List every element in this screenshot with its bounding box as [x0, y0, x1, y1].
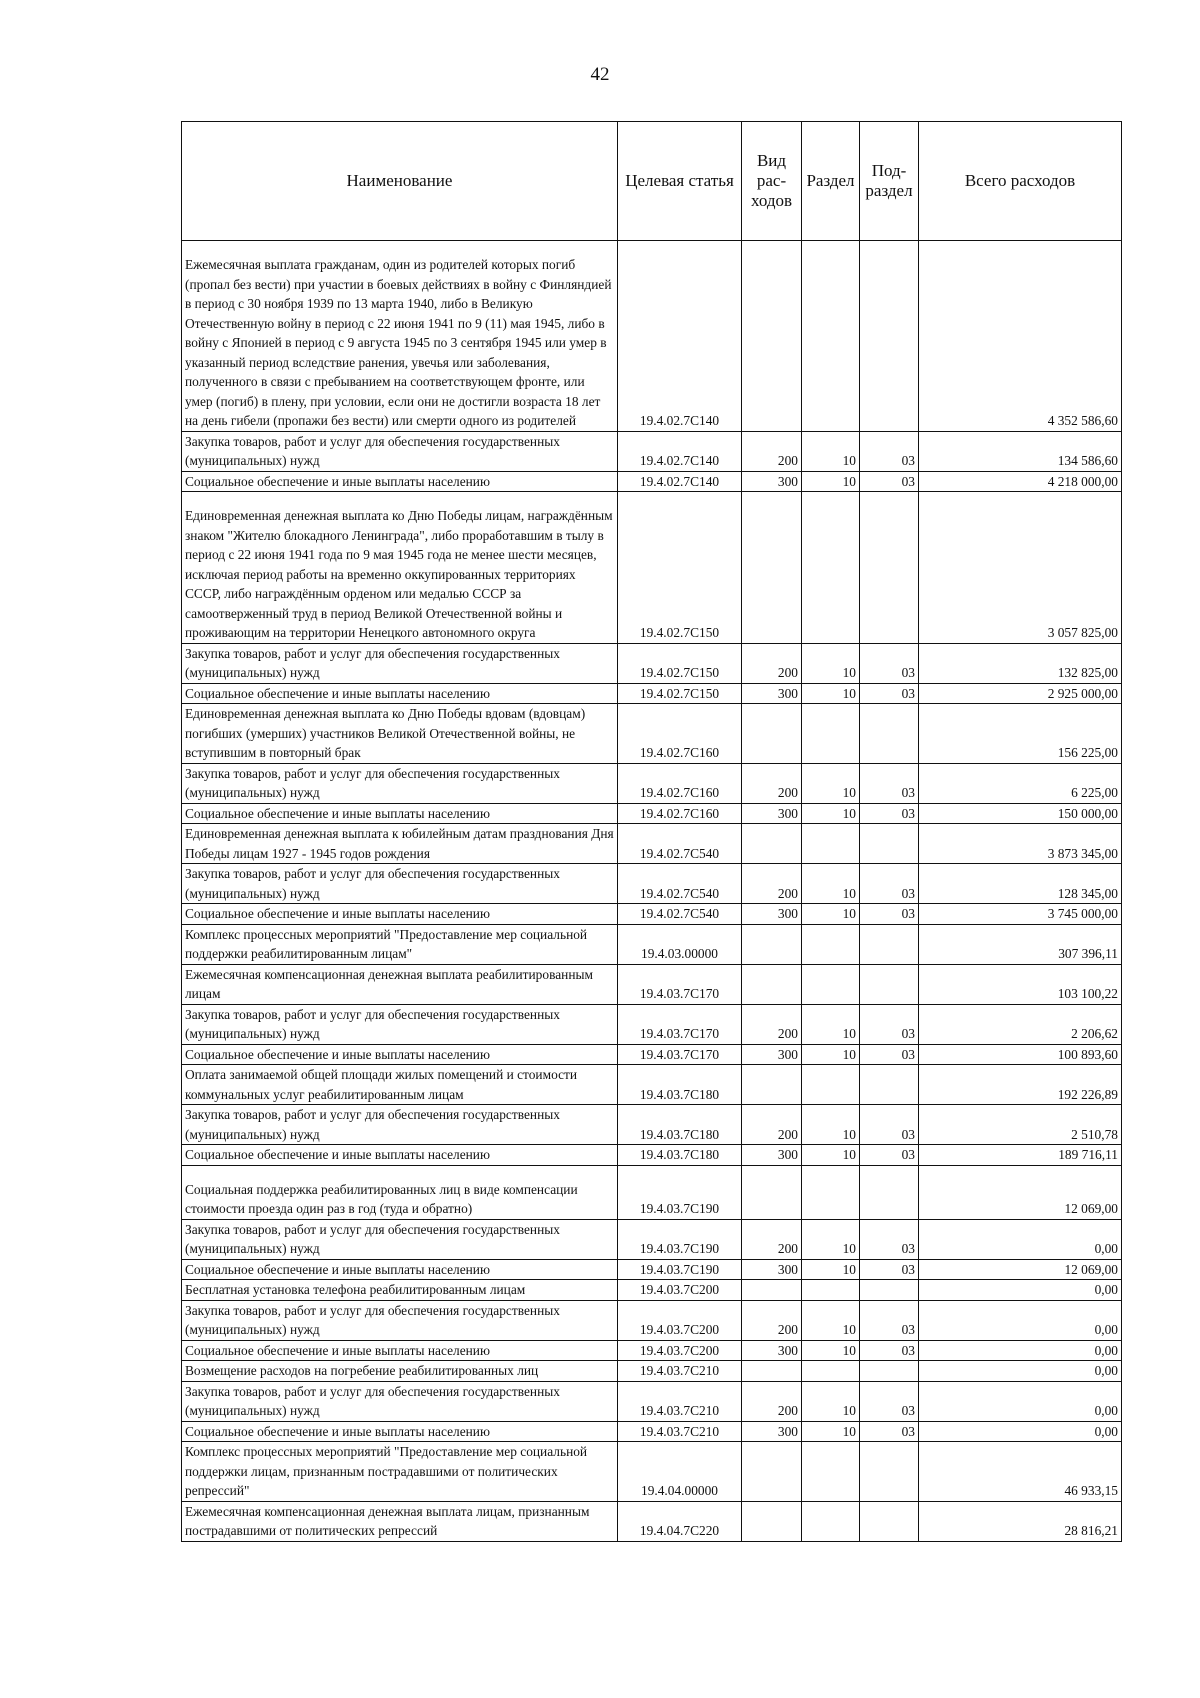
cell-name: Комплекс процессных мероприятий "Предоставление мер социальной поддержки лицам, признанным пострадавшими от политических репрессий" — [182, 1442, 618, 1502]
header-section: Раздел — [802, 122, 860, 241]
cell-kind — [742, 704, 802, 764]
cell-subsection: 03 — [860, 803, 919, 824]
table-row — [182, 1219, 1122, 1259]
cell-subsection — [860, 1065, 919, 1105]
cell-subsection: 03 — [860, 1145, 919, 1166]
cell-kind: 200 — [742, 643, 802, 683]
table-row — [182, 1501, 1122, 1541]
table-row — [182, 1259, 1122, 1280]
cell-target: 19.4.02.7С140 — [618, 431, 742, 471]
cell-target: 19.4.02.7С140 — [618, 241, 742, 432]
table-row — [182, 1105, 1122, 1145]
cell-kind — [742, 1501, 802, 1541]
cell-section: 10 — [802, 763, 860, 803]
table-row — [182, 1361, 1122, 1382]
table-row — [182, 803, 1122, 824]
table-row — [182, 864, 1122, 904]
cell-total: 128 345,00 — [919, 864, 1122, 904]
cell-target: 19.4.03.7С190 — [618, 1219, 742, 1259]
cell-kind: 300 — [742, 904, 802, 925]
header-kind: Вид рас-ходов — [742, 122, 802, 241]
cell-total: 100 893,60 — [919, 1044, 1122, 1065]
table-row — [182, 1280, 1122, 1301]
cell-name: Единовременная денежная выплата ко Дню Победы вдовам (вдовцам) погибших (умерших) участников Великой Отечественной войны, не вступившим в повторный брак — [182, 704, 618, 764]
cell-target: 19.4.02.7С540 — [618, 824, 742, 864]
cell-section — [802, 241, 860, 432]
cell-target: 19.4.03.7С210 — [618, 1361, 742, 1382]
cell-subsection — [860, 1442, 919, 1502]
cell-kind — [742, 1065, 802, 1105]
cell-name: Бесплатная установка телефона реабилитированным лицам — [182, 1280, 618, 1301]
cell-kind — [742, 924, 802, 964]
cell-subsection: 03 — [860, 1421, 919, 1442]
cell-section — [802, 492, 860, 644]
cell-target: 19.4.02.7С160 — [618, 704, 742, 764]
cell-subsection — [860, 1165, 919, 1219]
cell-target: 19.4.02.7С540 — [618, 904, 742, 925]
cell-kind — [742, 492, 802, 644]
cell-name: Социальное обеспечение и иные выплаты населению — [182, 1421, 618, 1442]
cell-name: Социальное обеспечение и иные выплаты населению — [182, 1145, 618, 1166]
cell-subsection: 03 — [860, 1219, 919, 1259]
cell-total: 4 218 000,00 — [919, 471, 1122, 492]
cell-section: 10 — [802, 1004, 860, 1044]
cell-name: Комплекс процессных мероприятий "Предоставление мер социальной поддержки реабилитированным лицам" — [182, 924, 618, 964]
cell-name: Социальное обеспечение и иные выплаты населению — [182, 803, 618, 824]
cell-section: 10 — [802, 1381, 860, 1421]
cell-target: 19.4.03.7С180 — [618, 1105, 742, 1145]
cell-subsection: 03 — [860, 1340, 919, 1361]
cell-name: Закупка товаров, работ и услуг для обеспечения государственных (муниципальных) нужд — [182, 431, 618, 471]
cell-total: 0,00 — [919, 1300, 1122, 1340]
cell-name: Закупка товаров, работ и услуг для обеспечения государственных (муниципальных) нужд — [182, 643, 618, 683]
cell-section: 10 — [802, 1340, 860, 1361]
header-target: Целевая статья — [618, 122, 742, 241]
cell-kind: 300 — [742, 1421, 802, 1442]
cell-target: 19.4.03.7С210 — [618, 1381, 742, 1421]
cell-kind: 200 — [742, 1004, 802, 1044]
table-row — [182, 824, 1122, 864]
cell-name: Социальное обеспечение и иные выплаты населению — [182, 471, 618, 492]
cell-subsection: 03 — [860, 864, 919, 904]
cell-name: Социальное обеспечение и иные выплаты населению — [182, 683, 618, 704]
table-row — [182, 1004, 1122, 1044]
table-row — [182, 683, 1122, 704]
header-name: Наименование — [182, 122, 618, 241]
cell-section — [802, 924, 860, 964]
cell-total: 3 745 000,00 — [919, 904, 1122, 925]
cell-name: Социальное обеспечение и иные выплаты населению — [182, 1259, 618, 1280]
cell-section — [802, 1165, 860, 1219]
cell-section — [802, 1361, 860, 1382]
cell-name: Социальная поддержка реабилитированных лиц в виде компенсации стоимости проезда один раз в год (туда и обратно) — [182, 1165, 618, 1219]
table-row — [182, 924, 1122, 964]
cell-name: Закупка товаров, работ и услуг для обеспечения государственных (муниципальных) нужд — [182, 864, 618, 904]
cell-kind: 200 — [742, 1105, 802, 1145]
cell-target: 19.4.03.7С190 — [618, 1259, 742, 1280]
cell-target: 19.4.02.7С140 — [618, 471, 742, 492]
cell-target: 19.4.03.7С180 — [618, 1145, 742, 1166]
cell-total: 192 226,89 — [919, 1065, 1122, 1105]
cell-target: 19.4.02.7С160 — [618, 803, 742, 824]
cell-section: 10 — [802, 1145, 860, 1166]
cell-target: 19.4.02.7С150 — [618, 492, 742, 644]
cell-total: 150 000,00 — [919, 803, 1122, 824]
cell-total: 132 825,00 — [919, 643, 1122, 683]
table-row — [182, 1165, 1122, 1219]
cell-subsection — [860, 704, 919, 764]
table-row — [182, 643, 1122, 683]
cell-subsection — [860, 241, 919, 432]
cell-total: 0,00 — [919, 1280, 1122, 1301]
cell-subsection: 03 — [860, 1259, 919, 1280]
cell-section: 10 — [802, 1259, 860, 1280]
cell-target: 19.4.04.7С220 — [618, 1501, 742, 1541]
cell-kind: 300 — [742, 683, 802, 704]
cell-section — [802, 1442, 860, 1502]
cell-target: 19.4.03.7С190 — [618, 1165, 742, 1219]
table-row — [182, 1442, 1122, 1502]
cell-kind — [742, 824, 802, 864]
table-row — [182, 1044, 1122, 1065]
cell-subsection: 03 — [860, 1004, 919, 1044]
cell-subsection: 03 — [860, 1105, 919, 1145]
cell-kind — [742, 1361, 802, 1382]
cell-total: 28 816,21 — [919, 1501, 1122, 1541]
cell-kind: 300 — [742, 471, 802, 492]
cell-name: Социальное обеспечение и иные выплаты населению — [182, 1044, 618, 1065]
cell-target: 19.4.02.7С150 — [618, 683, 742, 704]
cell-name: Ежемесячная компенсационная денежная выплата лицам, признанным пострадавшими от политических репрессий — [182, 1501, 618, 1541]
cell-section: 10 — [802, 683, 860, 704]
cell-kind: 300 — [742, 1145, 802, 1166]
cell-name: Единовременная денежная выплата ко Дню Победы лицам, награждённым знаком "Жителю блокадного Ленинграда", либо проработавшим в тылу в период с 22 июня 1941 года по 9 мая 1945 года не менее шести месяцев, исключая период работы на временно оккупированных территориях СССР, либо награждённым орденом или медалью СССР за самоотверженный труд в период Великой Отечественной войны и проживающим на территории Ненецкого автономного округа — [182, 492, 618, 644]
cell-name: Закупка товаров, работ и услуг для обеспечения государственных (муниципальных) нужд — [182, 1004, 618, 1044]
cell-name: Закупка товаров, работ и услуг для обеспечения государственных (муниципальных) нужд — [182, 1219, 618, 1259]
cell-name: Оплата занимаемой общей площади жилых помещений и стоимости коммунальных услуг реабилитированным лицам — [182, 1065, 618, 1105]
header-total: Всего расходов — [919, 122, 1122, 241]
cell-subsection: 03 — [860, 683, 919, 704]
budget-table — [181, 121, 1122, 1542]
cell-total: 46 933,15 — [919, 1442, 1122, 1502]
cell-total: 4 352 586,60 — [919, 241, 1122, 432]
cell-target: 19.4.02.7С540 — [618, 864, 742, 904]
cell-subsection — [860, 824, 919, 864]
cell-kind: 200 — [742, 1381, 802, 1421]
cell-target: 19.4.03.7С180 — [618, 1065, 742, 1105]
cell-name: Возмещение расходов на погребение реабилитированных лиц — [182, 1361, 618, 1382]
cell-section: 10 — [802, 1300, 860, 1340]
cell-name: Закупка товаров, работ и услуг для обеспечения государственных (муниципальных) нужд — [182, 1381, 618, 1421]
cell-kind: 300 — [742, 1259, 802, 1280]
cell-kind — [742, 1442, 802, 1502]
table-row — [182, 1300, 1122, 1340]
cell-section: 10 — [802, 864, 860, 904]
cell-target: 19.4.03.7С210 — [618, 1421, 742, 1442]
cell-subsection: 03 — [860, 904, 919, 925]
cell-total: 3 057 825,00 — [919, 492, 1122, 644]
cell-total: 0,00 — [919, 1219, 1122, 1259]
cell-name: Закупка товаров, работ и услуг для обеспечения государственных (муниципальных) нужд — [182, 1105, 618, 1145]
cell-total: 3 873 345,00 — [919, 824, 1122, 864]
table-row — [182, 763, 1122, 803]
cell-section — [802, 1280, 860, 1301]
table-row — [182, 1421, 1122, 1442]
cell-target: 19.4.03.7С170 — [618, 964, 742, 1004]
page-number: 42 — [590, 64, 610, 85]
cell-name: Ежемесячная компенсационная денежная выплата реабилитированным лицам — [182, 964, 618, 1004]
cell-section: 10 — [802, 431, 860, 471]
cell-total: 307 396,11 — [919, 924, 1122, 964]
cell-kind: 200 — [742, 864, 802, 904]
cell-section: 10 — [802, 1421, 860, 1442]
cell-kind: 300 — [742, 803, 802, 824]
cell-kind: 200 — [742, 1300, 802, 1340]
cell-target: 19.4.03.7С200 — [618, 1280, 742, 1301]
cell-kind: 200 — [742, 1219, 802, 1259]
cell-name: Единовременная денежная выплата к юбилейным датам празднования Дня Победы лицам 1927 - 1945 годов рождения — [182, 824, 618, 864]
cell-total: 2 510,78 — [919, 1105, 1122, 1145]
cell-section — [802, 1501, 860, 1541]
cell-name: Социальное обеспечение и иные выплаты населению — [182, 904, 618, 925]
cell-target: 19.4.03.7С200 — [618, 1340, 742, 1361]
cell-kind: 300 — [742, 1340, 802, 1361]
cell-section: 10 — [802, 904, 860, 925]
table-row — [182, 492, 1122, 644]
cell-target: 19.4.03.7С200 — [618, 1300, 742, 1340]
cell-target: 19.4.02.7С160 — [618, 763, 742, 803]
table-row — [182, 964, 1122, 1004]
table-row — [182, 1340, 1122, 1361]
cell-target: 19.4.02.7С150 — [618, 643, 742, 683]
cell-subsection — [860, 1501, 919, 1541]
cell-total: 0,00 — [919, 1421, 1122, 1442]
cell-subsection: 03 — [860, 1300, 919, 1340]
table-row — [182, 241, 1122, 432]
cell-kind: 200 — [742, 763, 802, 803]
table-row — [182, 1065, 1122, 1105]
cell-total: 0,00 — [919, 1340, 1122, 1361]
cell-kind: 300 — [742, 1044, 802, 1065]
cell-subsection: 03 — [860, 643, 919, 683]
cell-kind: 200 — [742, 431, 802, 471]
cell-kind — [742, 241, 802, 432]
table-row — [182, 704, 1122, 764]
table-header-row — [182, 122, 1122, 241]
cell-total: 0,00 — [919, 1361, 1122, 1382]
cell-section: 10 — [802, 471, 860, 492]
cell-subsection — [860, 924, 919, 964]
cell-subsection: 03 — [860, 431, 919, 471]
cell-subsection — [860, 1280, 919, 1301]
table-row — [182, 1145, 1122, 1166]
cell-name: Ежемесячная выплата гражданам, один из родителей которых погиб (пропал без вести) при участии в боевых действиях в войну с Финляндией в период с 30 ноября 1939 по 13 марта 1940, либо в Великую Отечественную войну в период с 22 июня 1941 по 9 (11) мая 1945, либо в войну с Японией в период с 9 августа 1945 по 3 сентября 1945 или умер в указанный период вследствие ранения, увечья или заболевания, полученного в связи с пребыванием на соответствующем фронте, или умер (погиб) в плену, при условии, если они не достигли возраста 18 лет на день гибели (пропажи без вести) или смерти одного из родителей — [182, 241, 618, 432]
cell-name: Закупка товаров, работ и услуг для обеспечения государственных (муниципальных) нужд — [182, 763, 618, 803]
cell-target: 19.4.03.7С170 — [618, 1044, 742, 1065]
cell-subsection: 03 — [860, 763, 919, 803]
table-row — [182, 904, 1122, 925]
cell-total: 189 716,11 — [919, 1145, 1122, 1166]
cell-section: 10 — [802, 1219, 860, 1259]
cell-total: 134 586,60 — [919, 431, 1122, 471]
table-row — [182, 1381, 1122, 1421]
cell-section — [802, 704, 860, 764]
cell-name: Закупка товаров, работ и услуг для обеспечения государственных (муниципальных) нужд — [182, 1300, 618, 1340]
cell-subsection: 03 — [860, 1044, 919, 1065]
table-row — [182, 431, 1122, 471]
cell-total: 156 225,00 — [919, 704, 1122, 764]
cell-total: 6 225,00 — [919, 763, 1122, 803]
cell-total: 12 069,00 — [919, 1259, 1122, 1280]
cell-subsection — [860, 964, 919, 1004]
cell-subsection — [860, 1361, 919, 1382]
cell-subsection: 03 — [860, 1381, 919, 1421]
table-row — [182, 471, 1122, 492]
header-subsection: Под-раздел — [860, 122, 919, 241]
cell-kind — [742, 1280, 802, 1301]
cell-total: 12 069,00 — [919, 1165, 1122, 1219]
cell-section: 10 — [802, 1044, 860, 1065]
cell-section — [802, 824, 860, 864]
cell-subsection — [860, 492, 919, 644]
cell-section: 10 — [802, 643, 860, 683]
cell-section: 10 — [802, 803, 860, 824]
cell-kind — [742, 964, 802, 1004]
cell-kind — [742, 1165, 802, 1219]
cell-section — [802, 1065, 860, 1105]
cell-section — [802, 964, 860, 1004]
cell-total: 2 925 000,00 — [919, 683, 1122, 704]
cell-subsection: 03 — [860, 471, 919, 492]
cell-target: 19.4.03.00000 — [618, 924, 742, 964]
cell-section: 10 — [802, 1105, 860, 1145]
cell-target: 19.4.03.7С170 — [618, 1004, 742, 1044]
cell-total: 103 100,22 — [919, 964, 1122, 1004]
cell-target: 19.4.04.00000 — [618, 1442, 742, 1502]
cell-total: 0,00 — [919, 1381, 1122, 1421]
cell-total: 2 206,62 — [919, 1004, 1122, 1044]
cell-name: Социальное обеспечение и иные выплаты населению — [182, 1340, 618, 1361]
